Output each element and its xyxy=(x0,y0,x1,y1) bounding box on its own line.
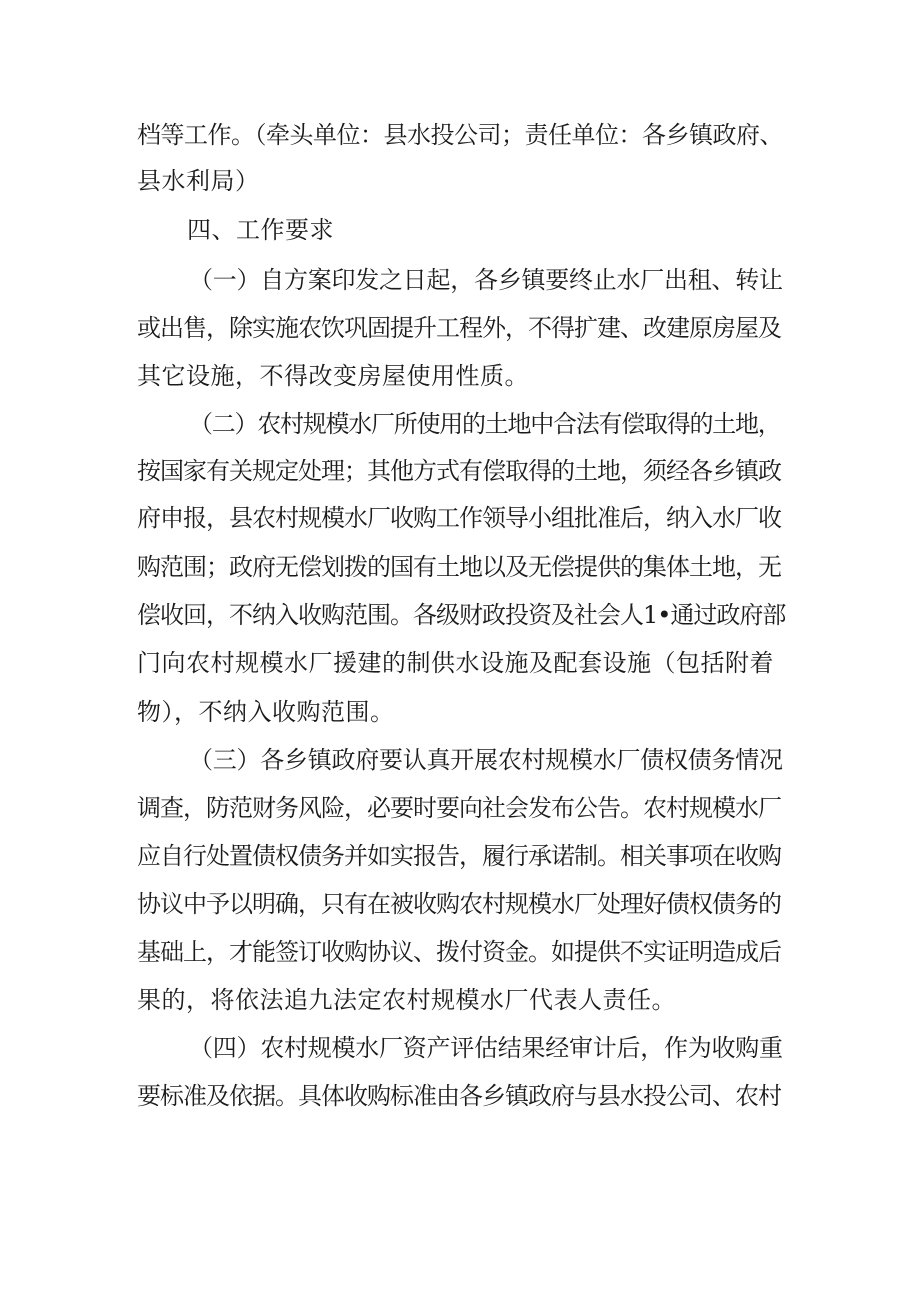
text-line: 调查，防范财务风险，必要时要向社会发布公告。农村规模水厂 xyxy=(137,794,781,822)
text-line: 或出售，除实施农饮巩固提升工程外，不得扩建、改建原房屋及 xyxy=(137,314,781,342)
text-line: 协议中予以明确，只有在被收购农村规模水厂处理好债权债务的 xyxy=(137,890,781,918)
text-line: 档等工作。（牵头单位：县水投公司；责任单位：各乡镇政府、 xyxy=(137,121,783,149)
text-line: 门向农村规模水厂援建的制供水设施及配套设施（包括附着 xyxy=(137,649,774,677)
text-line: （二）农村规模水厂所使用的土地中合法有偿取得的土地， xyxy=(189,410,781,438)
text-line: 偿收回，不纳入收购范围。各级财政投资及社会人1•通过政府部 xyxy=(137,601,786,629)
text-line: 果的，将依法追九法定农村规模水厂代表人责任。 xyxy=(137,986,676,1014)
text-line: （一）自方案印发之日起，各乡镇要终止水厂出租、转让 xyxy=(189,266,783,294)
text-line: 要标准及依据。具体收购标准由各乡镇政府与县水投公司、农村 xyxy=(137,1082,781,1110)
text-line: （三）各乡镇政府要认真开展农村规模水厂债权债务情况 xyxy=(189,746,783,774)
text-line: 其它设施，不得改变房屋使用性质。 xyxy=(137,362,529,390)
section-heading: 四、工作要求 xyxy=(187,216,334,244)
text-line: 基础上，才能签订收购协议、拨付资金。如提供不实证明造成后 xyxy=(137,938,781,966)
text-line: 县水利局） xyxy=(137,167,260,195)
text-line: 应自行处置债权债务并如实报告，履行承诺制。相关事项在收购 xyxy=(137,842,781,870)
text-line: （四）农村规模水厂资产评估结果经审计后，作为收购重 xyxy=(189,1034,783,1062)
text-line: 购范围；政府无偿划拨的国有土地以及无偿提供的集体土地，无 xyxy=(137,553,781,581)
text-line: 按国家有关规定处理；其他方式有偿取得的土地，须经各乡镇政 xyxy=(137,457,781,485)
text-line: 府申报，县农村规模水厂收购工作领导小组批准后，纳入水厂收 xyxy=(137,504,781,532)
text-line: 物），不纳入收购范围。 xyxy=(137,698,395,726)
